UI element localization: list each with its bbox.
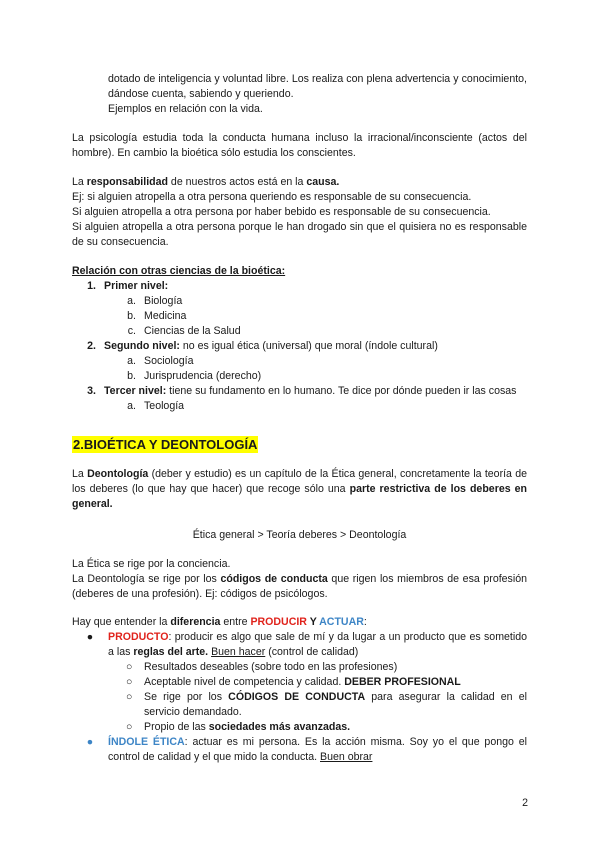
level-1-item: c. Ciencias de la Salud [127,325,241,337]
example-1: Ej: si alguien atropella a otra persona queriendo es responsable de su consecuencia. [72,191,472,203]
level-2-item: a. Sociología [127,355,194,367]
relation-section [72,264,527,414]
level-3: 3. Tercer nivel: tiene su fundamento en lo humano. Te dice por dónde pueden ir las cosas [87,385,517,397]
deontology-paragraph: La Deontología (deber y estudio) es un capítulo de la Ética general, concretamente la teoría de los deberes (lo que hay que hacer) que recoge sólo una parte restrictiva de los deberes en general. [72,468,527,510]
producto-item: ● PRODUCTO: producir es algo que sale de mí y da lugar a un producto que es sometido a las reglas del arte. Buen hacer (control de calidad) [72,630,527,660]
producto-sub: ○ Aceptable nivel de competencia y calidad. DEBER PROFESIONAL [126,676,461,688]
intro-line: dotado de inteligencia y voluntad libre. Los realiza con plena advertencia y conocimiento, dándose cuenta, sabiendo y queriendo. [108,73,527,100]
circle-bullet-icon: ○ [126,661,133,673]
circle-bullet-icon: ○ [126,721,133,733]
indole-item: ● ÍNDOLE ÉTICA: actuar es mi persona. Es la acción misma. Soy yo el que pongo el control de calidad y el que mido la conducta. Buen obrar [72,735,527,765]
bullet-icon: ● [86,736,94,748]
producto-sub: ○ Se rige por los CÓDIGOS DE CONDUCTA para asegurar la calidad en el servicio demandado. [126,691,527,718]
difference-block [72,615,527,765]
bullet-icon: ● [86,631,94,643]
conduct-codes-line: La Deontología se rige por los códigos de conducta que rigen los miembros de esa profesión (deberes de una profesión). Ej: códigos de psicólogos. [72,573,527,600]
circle-bullet-icon: ○ [126,691,133,703]
producto-sub: ○ Propio de las sociedades más avanzadas. [126,721,351,733]
section-2-title: 2.BIOÉTICA Y DEONTOLOGÍA [73,437,258,452]
section-2-title-wrap [72,436,527,454]
intro-examples: Ejemplos en relación con la vida. [108,103,263,115]
responsibility-line: La responsabilidad de nuestros actos está en la causa. [72,176,340,188]
circle-bullet-icon: ○ [126,676,133,688]
page-number: 2 [522,797,528,809]
level-1: 1. Primer nivel: [87,280,169,292]
level-1-item: b. Medicina [127,310,187,322]
formula-line: Ética general > Teoría deberes > Deontología [192,529,407,541]
difference-line: Hay que entender la diferencia entre PRODUCIR Y ACTUAR: [72,616,367,628]
level-1-item: a. Biología [127,295,183,307]
example-3: Si alguien atropella a otra persona porque le han drogado sin que el quisiera no es responsable de su consecuencia. [72,221,527,248]
level-3-item: a. Teología [127,400,185,412]
responsibility-block [72,175,527,250]
psychology-paragraph: La psicología estudia toda la conducta humana incluso la irracional/inconsciente (actos del hombre). En cambio la bioética sólo estudia los conscientes. [72,132,527,159]
intro-block [108,72,527,117]
level-2-item: b. Jurisprudencia (derecho) [127,370,262,382]
level-2: 2. Segundo nivel: no es igual ética (universal) que moral (índole cultural) [87,340,438,352]
conscience-block [72,557,527,602]
conscience-line: La Ética se rige por la conciencia. [72,558,231,570]
relation-heading: Relación con otras ciencias de la bioética: [72,265,286,277]
example-2: Si alguien atropella a otra persona por haber bebido es responsable de su consecuencia. [72,206,491,218]
producto-sub: ○ Resultados deseables (sobre todo en las profesiones) [126,661,398,673]
